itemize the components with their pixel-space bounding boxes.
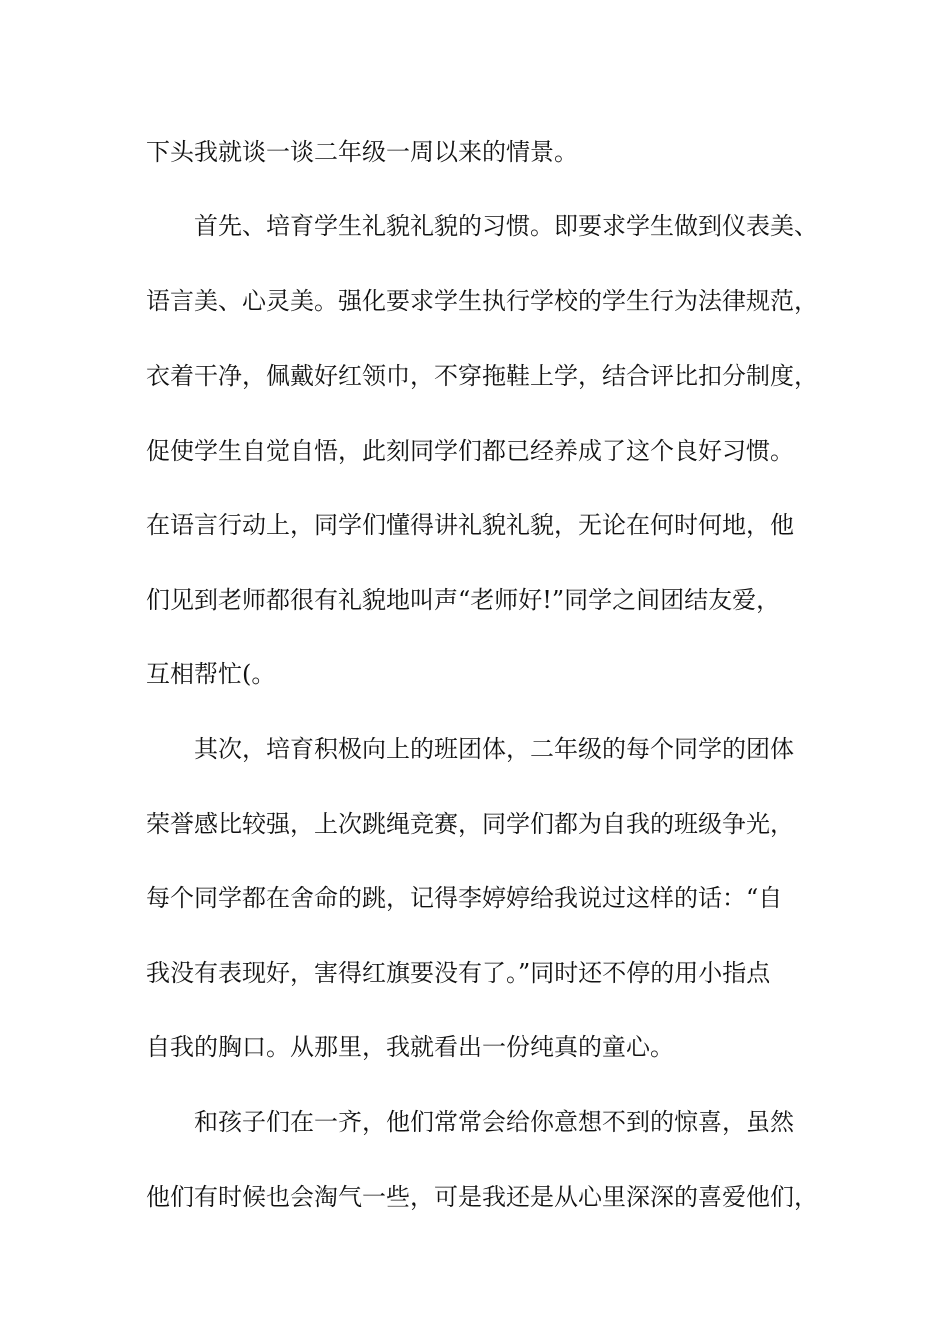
paragraph-line-2: 首先、培育学生礼貌礼貌的习惯。即要求学生做到仪表美、 bbox=[194, 212, 818, 240]
text-line-4: 衣着干净，佩戴好红领巾，不穿拖鞋上学，结合评比扣分制度， bbox=[146, 362, 818, 390]
text-line-13: 自我的胸口。从那里，我就看出一份纯真的童心。 bbox=[146, 1033, 674, 1061]
text-line-7: 们见到老师都很有礼貌地叫声“老师好!”同学之间团结友爱， bbox=[146, 586, 781, 614]
text-line-3: 语言美、心灵美。强化要求学生执行学校的学生行为法律规范， bbox=[146, 287, 818, 315]
text-line-8: 互相帮忙(。 bbox=[146, 660, 276, 688]
text-line-15: 他们有时候也会淘气一些，可是我还是从心里深深的喜爱他们， bbox=[146, 1183, 818, 1211]
text-line-1: 下头我就谈一谈二年级一周以来的情景。 bbox=[146, 138, 578, 166]
text-line-5: 促使学生自觉自悟，此刻同学们都已经养成了这个良好习惯。 bbox=[146, 437, 794, 465]
paragraph-line-14: 和孩子们在一齐，他们常常会给你意想不到的惊喜，虽然 bbox=[194, 1108, 794, 1136]
text-line-11: 每个同学都在舍命的跳，记得李婷婷给我说过这样的话：“自 bbox=[146, 884, 783, 912]
text-line-6: 在语言行动上，同学们懂得讲礼貌礼貌，无论在何时何地，他 bbox=[146, 511, 794, 539]
text-line-10: 荣誉感比较强，上次跳绳竞赛，同学们都为自我的班级争光， bbox=[146, 810, 794, 838]
paragraph-line-9: 其次，培育积极向上的班团体，二年级的每个同学的团体 bbox=[194, 735, 794, 763]
text-line-12: 我没有表现好，害得红旗要没有了。”同时还不停的用小指点 bbox=[146, 959, 771, 987]
